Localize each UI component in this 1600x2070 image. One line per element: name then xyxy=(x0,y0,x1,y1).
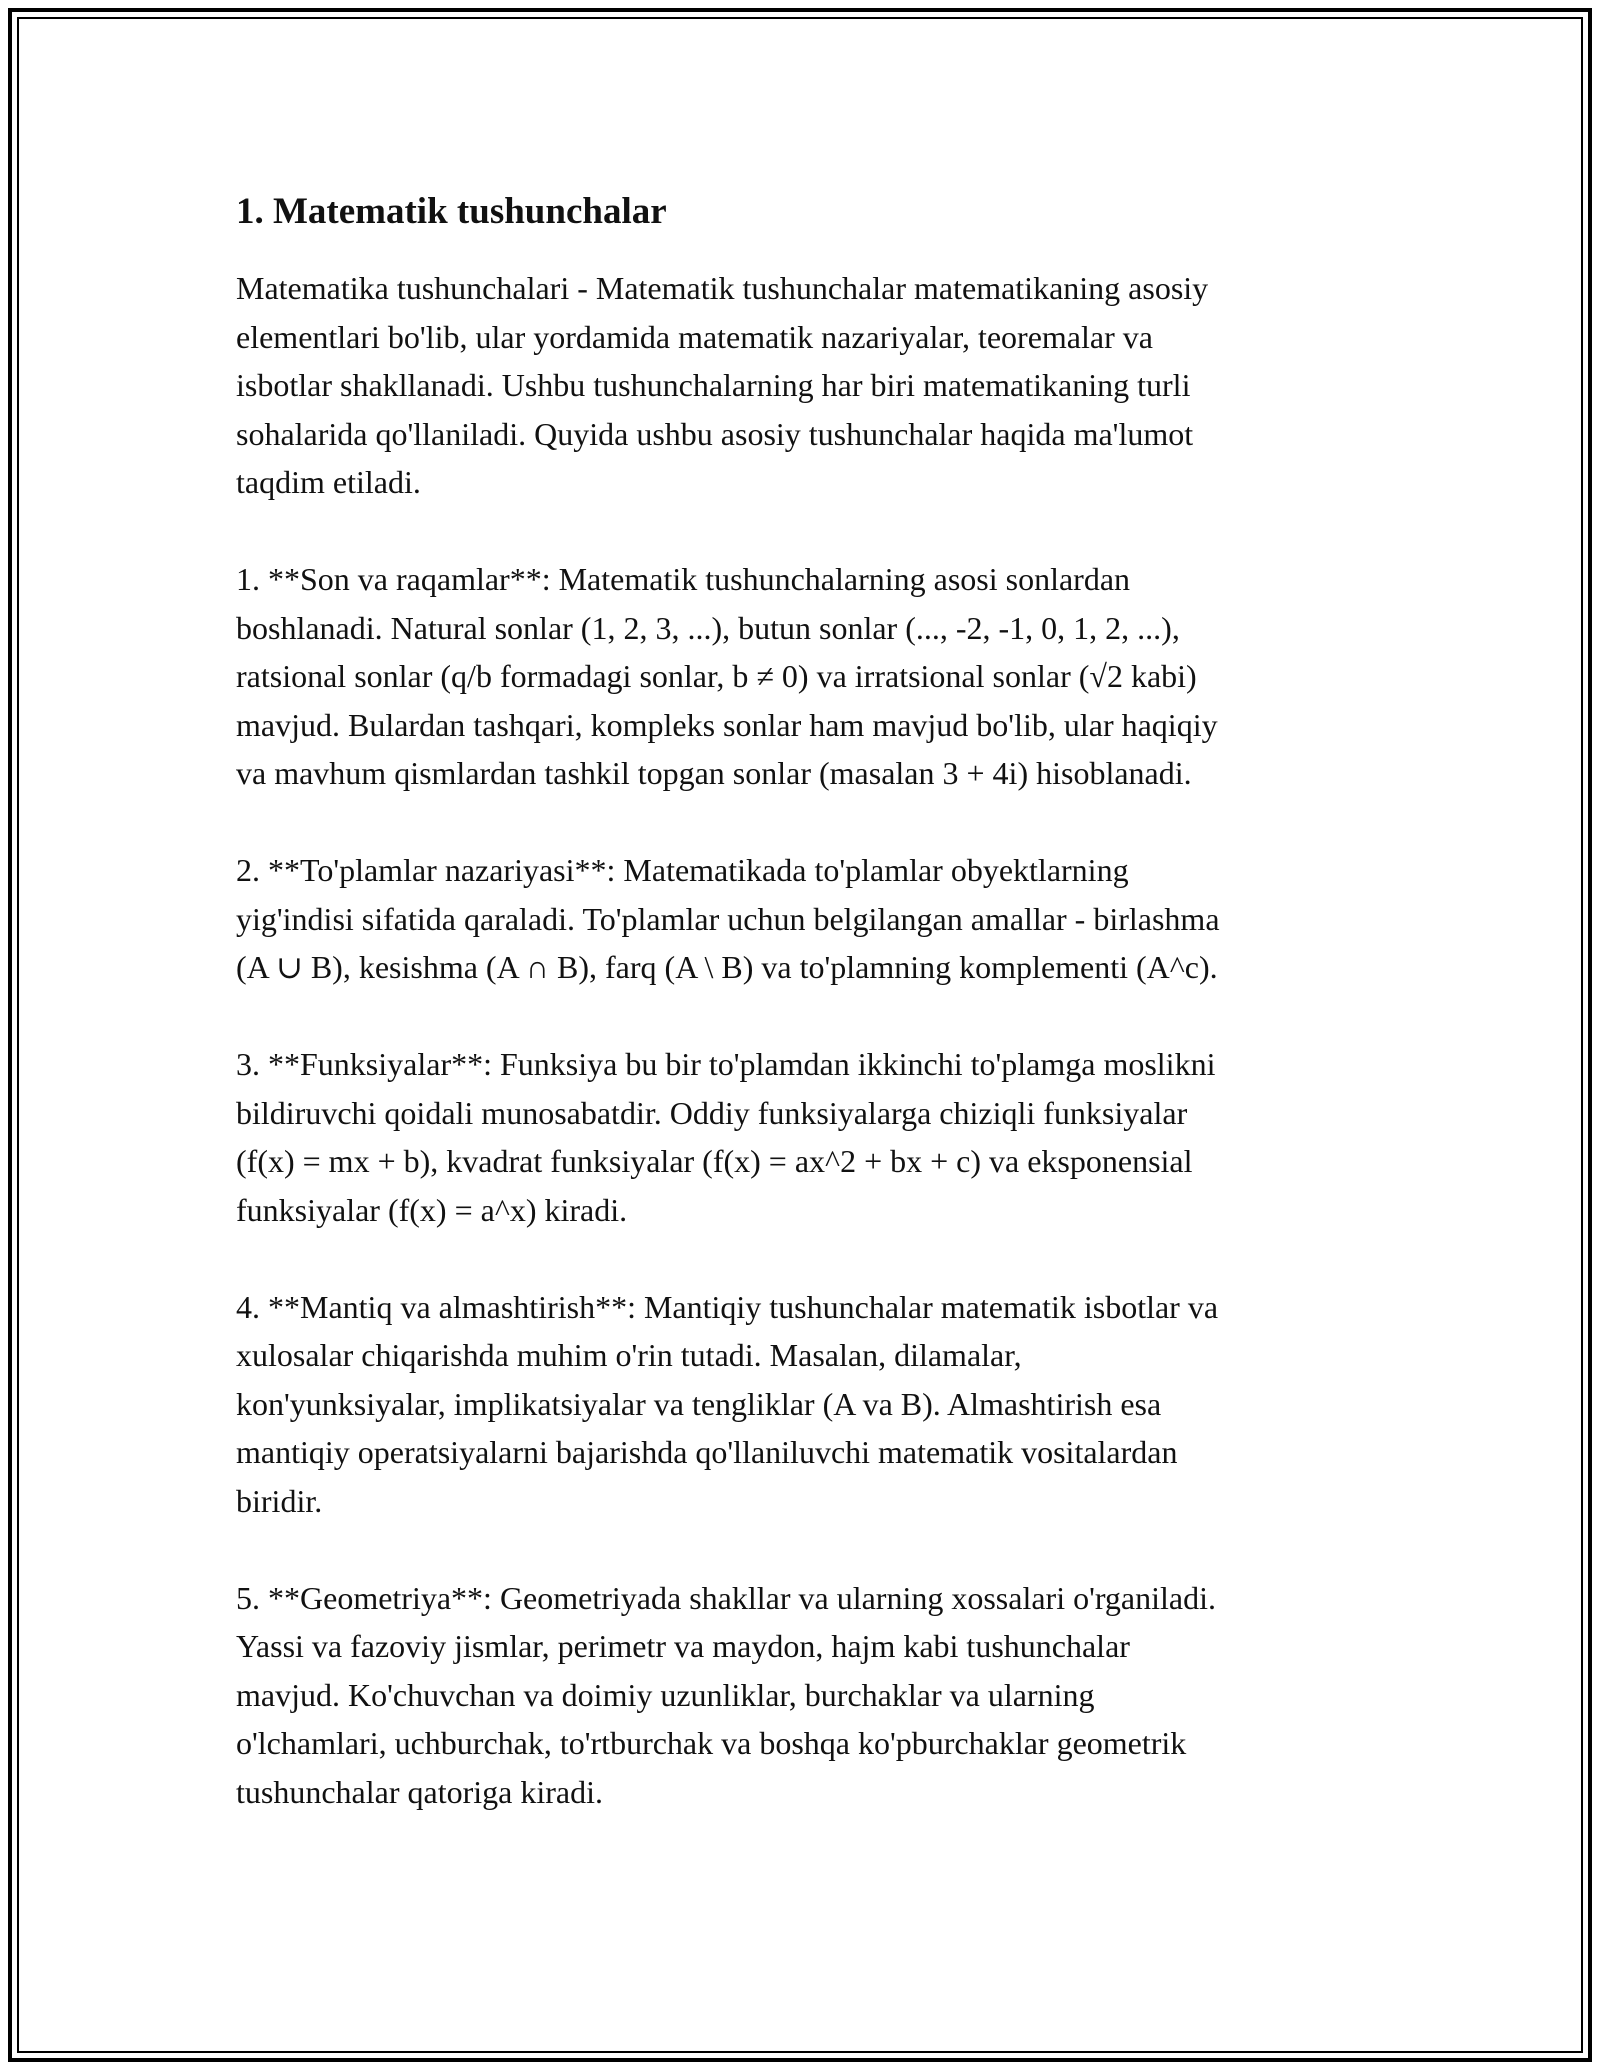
section-sets: 2. **To'plamlar nazariyasi**: Matematikada to'plamlar obyektlarning yig'indisi sifatida qaraladi. To'plamlar uchun belgilangan amallar - birlashma (A ∪ B), kesishma (A ∩ B), farq (A \ B) va to'plamning komplementi (A^c). xyxy=(236,852,1220,985)
intro-paragraph: Matematika tushunchalari - Matematik tushunchalar matematikaning asosiy elementlari bo'lib, ular yordamida matematik nazariyalar, teoremalar va isbotlar shakllanadi. Ushbu tushunchalarning har biri matematikaning turli sohalarida qo'llaniladi. Quyida ushbu asosiy tushunchalar haqida ma'lumot taqdim etiladi. xyxy=(236,270,1209,500)
section-logic: 4. **Mantiq va almashtirish**: Mantiqiy tushunchalar matematik isbotlar va xulosalar chiqarishda muhim o'rin tutadi. Masalan, dilamalar, kon'yunksiyalar, implikatsiyalar va tengliklar (A va B). Almashtirish esa mantiqiy operatsiyalarni bajarishda qo'llaniluvchi matematik vositalardan biridir. xyxy=(236,1288,1219,1519)
document-body xyxy=(236,188,1376,1865)
section-geometry: 5. **Geometriya**: Geometriyada shakllar va ularning xossalari o'rganiladi. Yassi va fazoviy jismlar, perimetr va maydon, hajm kabi tushunchalar mavjud. Ko'chuvchan va doimiy uzunliklar, burchaklar va ularning o'lchamlari, uchburchak, to'rtburchak va boshqa ko'pburchaklar geometrik tushunchalar qatoriga kiradi. xyxy=(236,1579,1216,1810)
section-functions: 3. **Funksiyalar**: Funksiya bu bir to'plamdan ikkinchi to'plamga moslikni bildiruvchi qoidali munosabatdir. Oddiy funksiyalarga chiziqli funksiyalar (f(x) = mx + b), kvadrat funksiyalar (f(x) = ax^2 + bx + c) va eksponensial funksiyalar (f(x) = a^x) kiradi. xyxy=(236,1046,1216,1228)
document-title: 1. Matematik tushunchalar xyxy=(236,191,667,232)
section-numbers: 1. **Son va raqamlar**: Matematik tushunchalarning asosi sonlardan boshlanadi. Natural sonlar (1, 2, 3, ...), butun sonlar (..., -2, -1, 0, 1, 2, ...), ratsional sonlar (q/b formadagi sonlar, b ≠ 0) va irratsional sonlar (√2 kabi) mavjud. Bulardan tashqari, kompleks sonlar ham mavjud bo'lib, ular haqiqiy va mavhum qismlardan tashkil topgan sonlar (masalan 3 + 4i) hisoblanadi. xyxy=(236,561,1218,791)
